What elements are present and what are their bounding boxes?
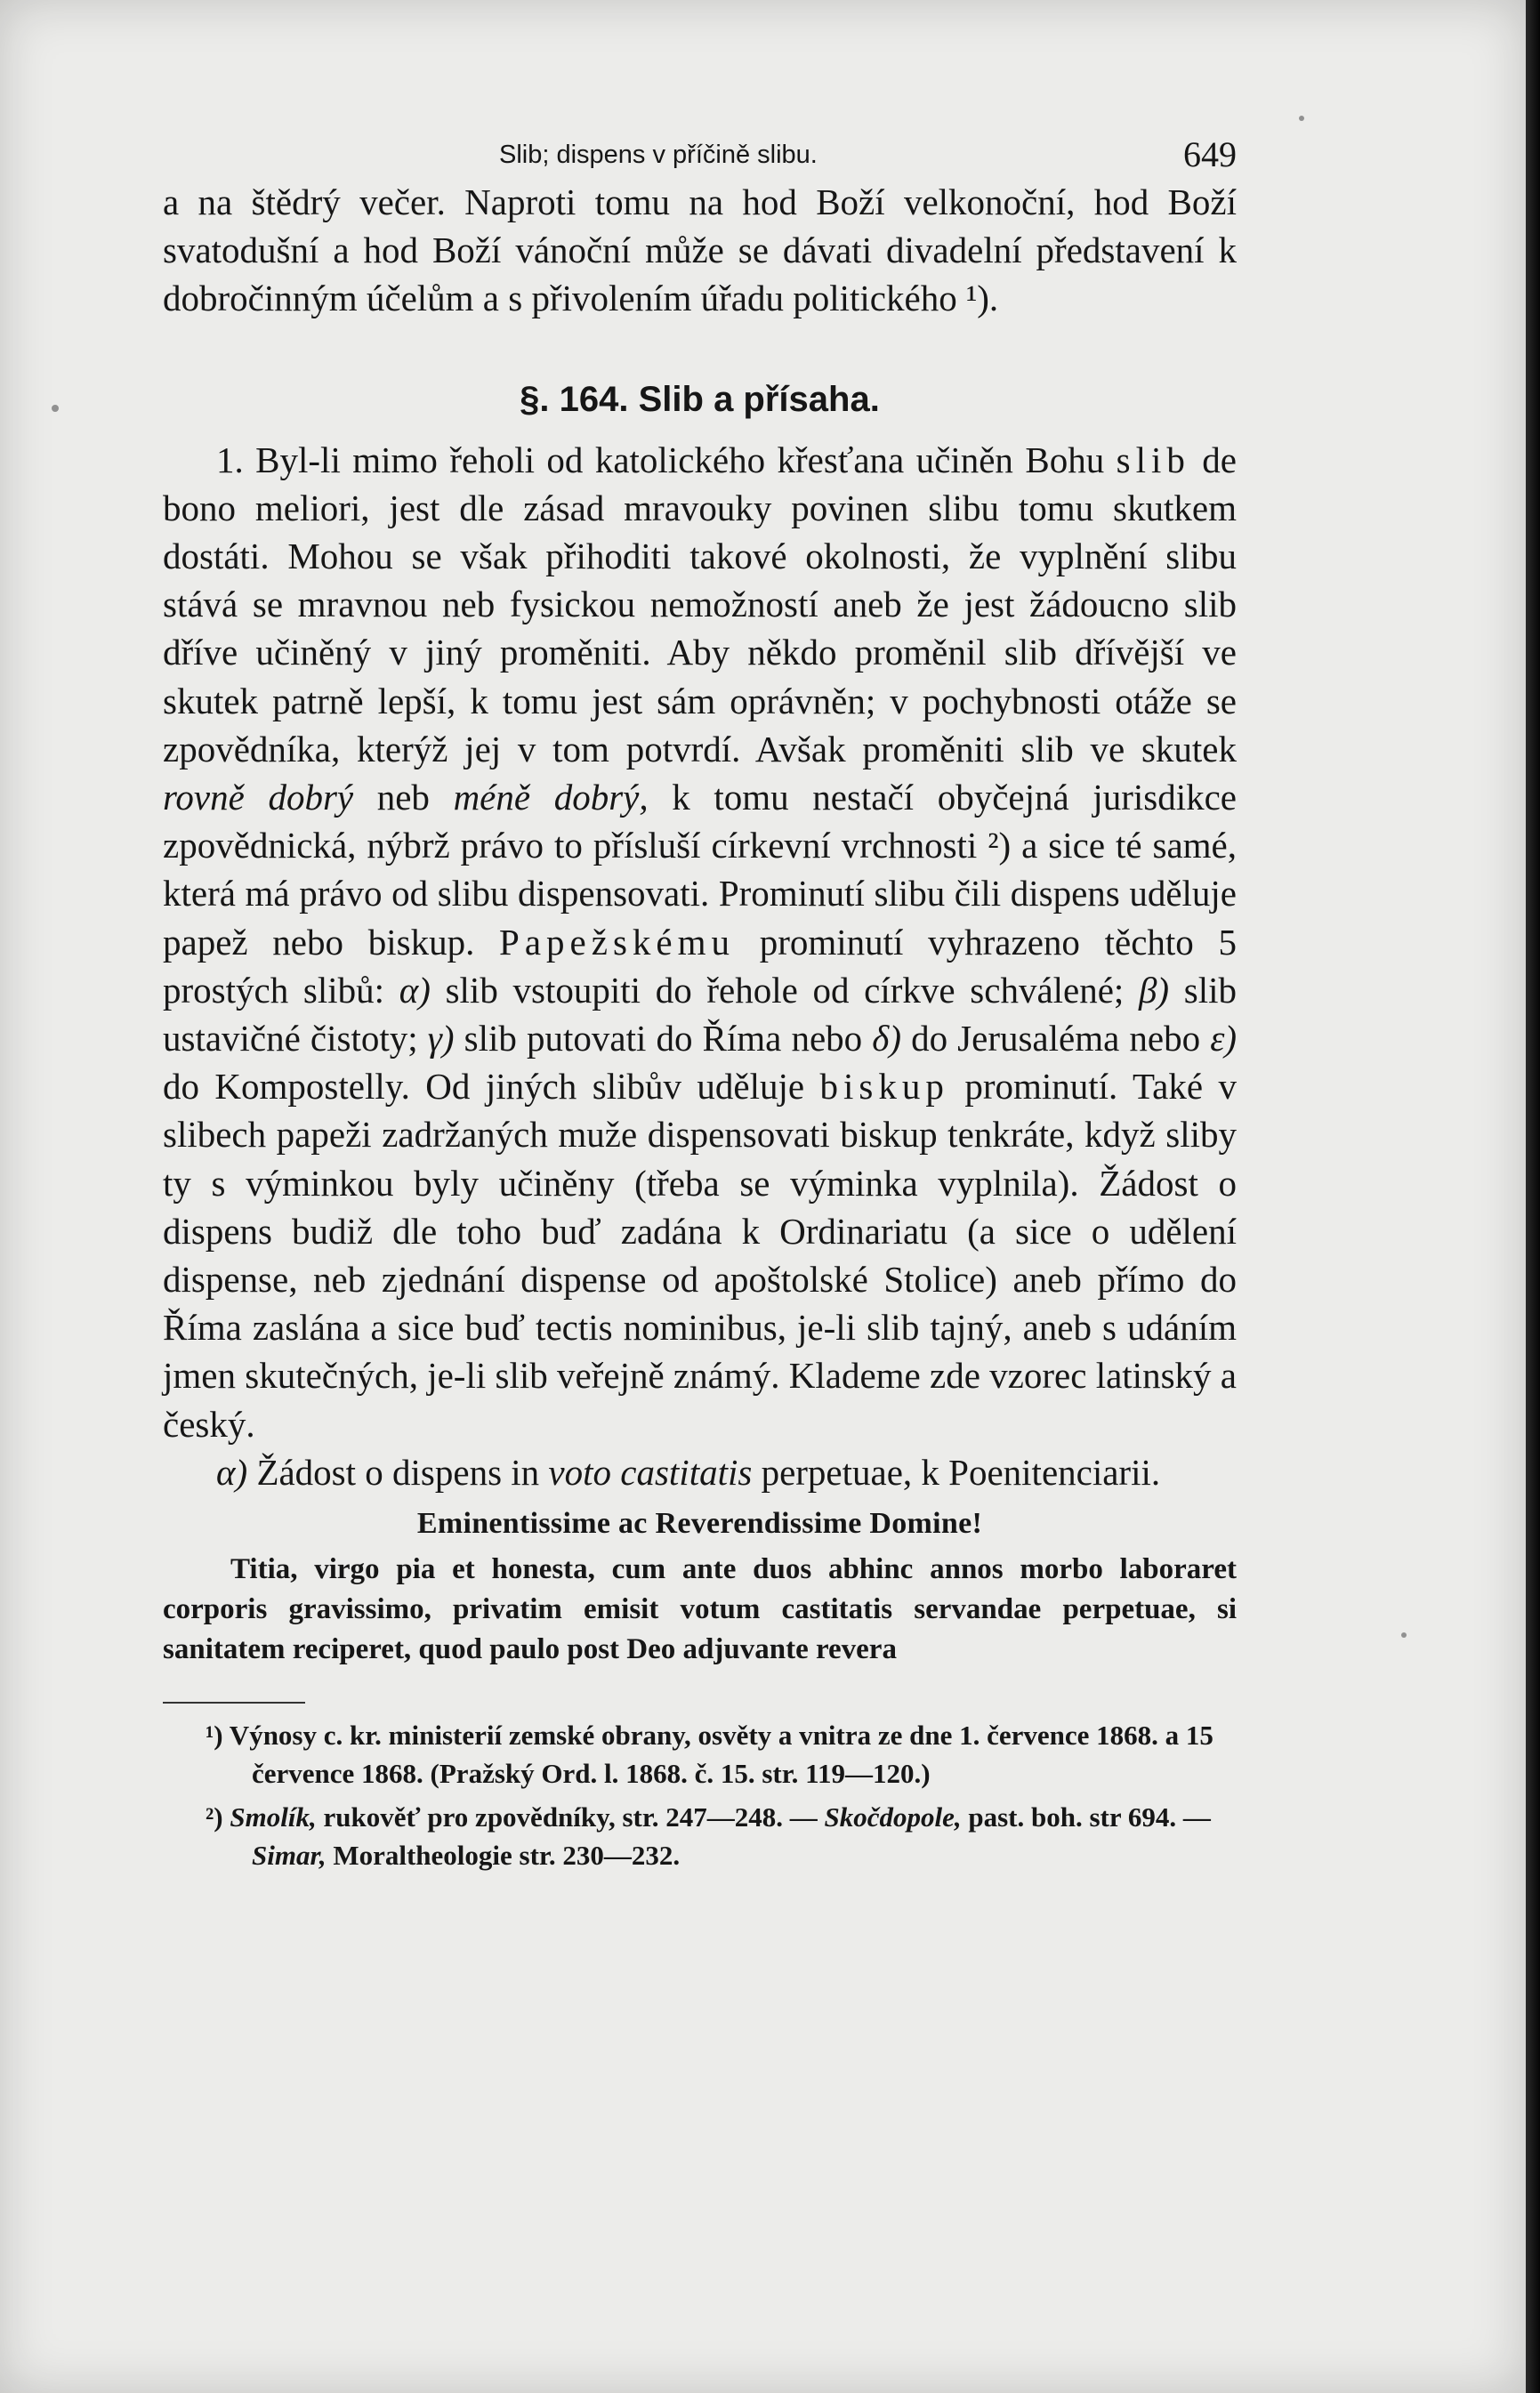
- running-head: [163, 133, 1237, 178]
- scan-speck: [52, 405, 59, 412]
- scan-speck: [1299, 116, 1304, 121]
- page-number: 649: [1183, 134, 1237, 174]
- latin-salutation: Eminentissime ac Reverendissime Domine!: [416, 1507, 983, 1541]
- text-column: [163, 133, 1237, 1880]
- paragraph-alpha: α) Žádost o dispens in voto castitatis perpetuae, k Poenitenciarii.: [216, 1451, 1161, 1493]
- latin-paragraph: Titia, virgo pia et honesta, cum ante duos abhinc annos morbo laboraret corporis gravissimo, privatim emisit votum castitatis servandae perpetuae, si sanitatem reciperet, quod paulo post Deo adjuvante revera: [163, 1553, 1237, 1666]
- footnote-1: ¹) Výnosy c. kr. ministerií zemské obrany, osvěty a vnitra ze dne 1. července 1868. a 15 července 1868. (Pražský Ord. l. 1868. č. 15. str. 119—120.): [206, 1720, 1213, 1790]
- running-title: Slib; dispens v příčině slibu.: [499, 141, 818, 169]
- scan-speck: [1401, 1632, 1407, 1638]
- paragraph-continued: a na štědrý večer. Naproti tomu na hod Boží velkonoční, hod Boží svatodušní a hod Boží vánoční může se dávati divadelní představení k dobročinným účelům a s přivolením úřadu politického ¹).: [163, 181, 1237, 319]
- footnote-2: ²) Smolík, rukověť pro zpovědníky, str. 247—248. — Skočdopole, past. boh. str 694. — Simar, Moraltheologie str. 230—232.: [206, 1801, 1211, 1872]
- section-heading: §. 164. Slib a přísaha.: [520, 379, 880, 419]
- footnote-rule: [163, 1702, 305, 1704]
- scan-right-edge: [1526, 0, 1540, 2393]
- paragraph-main: 1. Byl-li mimo řeholi od katolického křesťana učiněn Bohu slib de bono meliori, jest dle zásad mravouky povinen slibu tomu skutkem dostáti. Mohou se však přihoditi takové okolnosti, že vyplnění slibu stává se mravnou neb fysickou nemožností aneb že jest žádoucno slib dříve učiněný v jiný proměniti. Aby někdo proměnil slib dřívější ve skutek patrně lepší, k tomu jest sám oprávněn; v pochybnosti otáže se zpovědníka, kterýž jej v tom potvrdí. Avšak proměniti slib ve skutek rovně dobrý neb méně dobrý, k tomu nestačí obyčejná jurisdikce zpovědnická, nýbrž právo to přísluší církevní vrchnosti ²) a sice té samé, která má právo od slibu dispensovati. Prominutí slibu čili dispens uděluje papež nebo biskup. Papežskému prominutí vyhrazeno těchto 5 prostých slibů: α) slib vstoupiti do řehole od církve schválené; β) slib ustavičné čistoty; γ) slib putovati do Říma nebo δ) do Jerusaléma nebo ε) do Kompostelly. Od jiných slibův uděluje biskup prominutí. Také v slibech papeži zadržaných muže dispensovati biskup tenkráte, když sliby ty s výminkou byly učiněny (třeba se výminka vyplnila). Žádost o dispens budiž dle toho buď zadána k Ordinariatu (a sice o udělení dispense, neb zjednání dispense od apoštolské Stolice) aneb přímo do Říma zaslána a sice buď tectis nominibus, je-li slib tajný, aneb s udáním jmen skutečných, je-li slib veřejně známý. Klademe zde vzorec latinský a český.: [163, 439, 1238, 1445]
